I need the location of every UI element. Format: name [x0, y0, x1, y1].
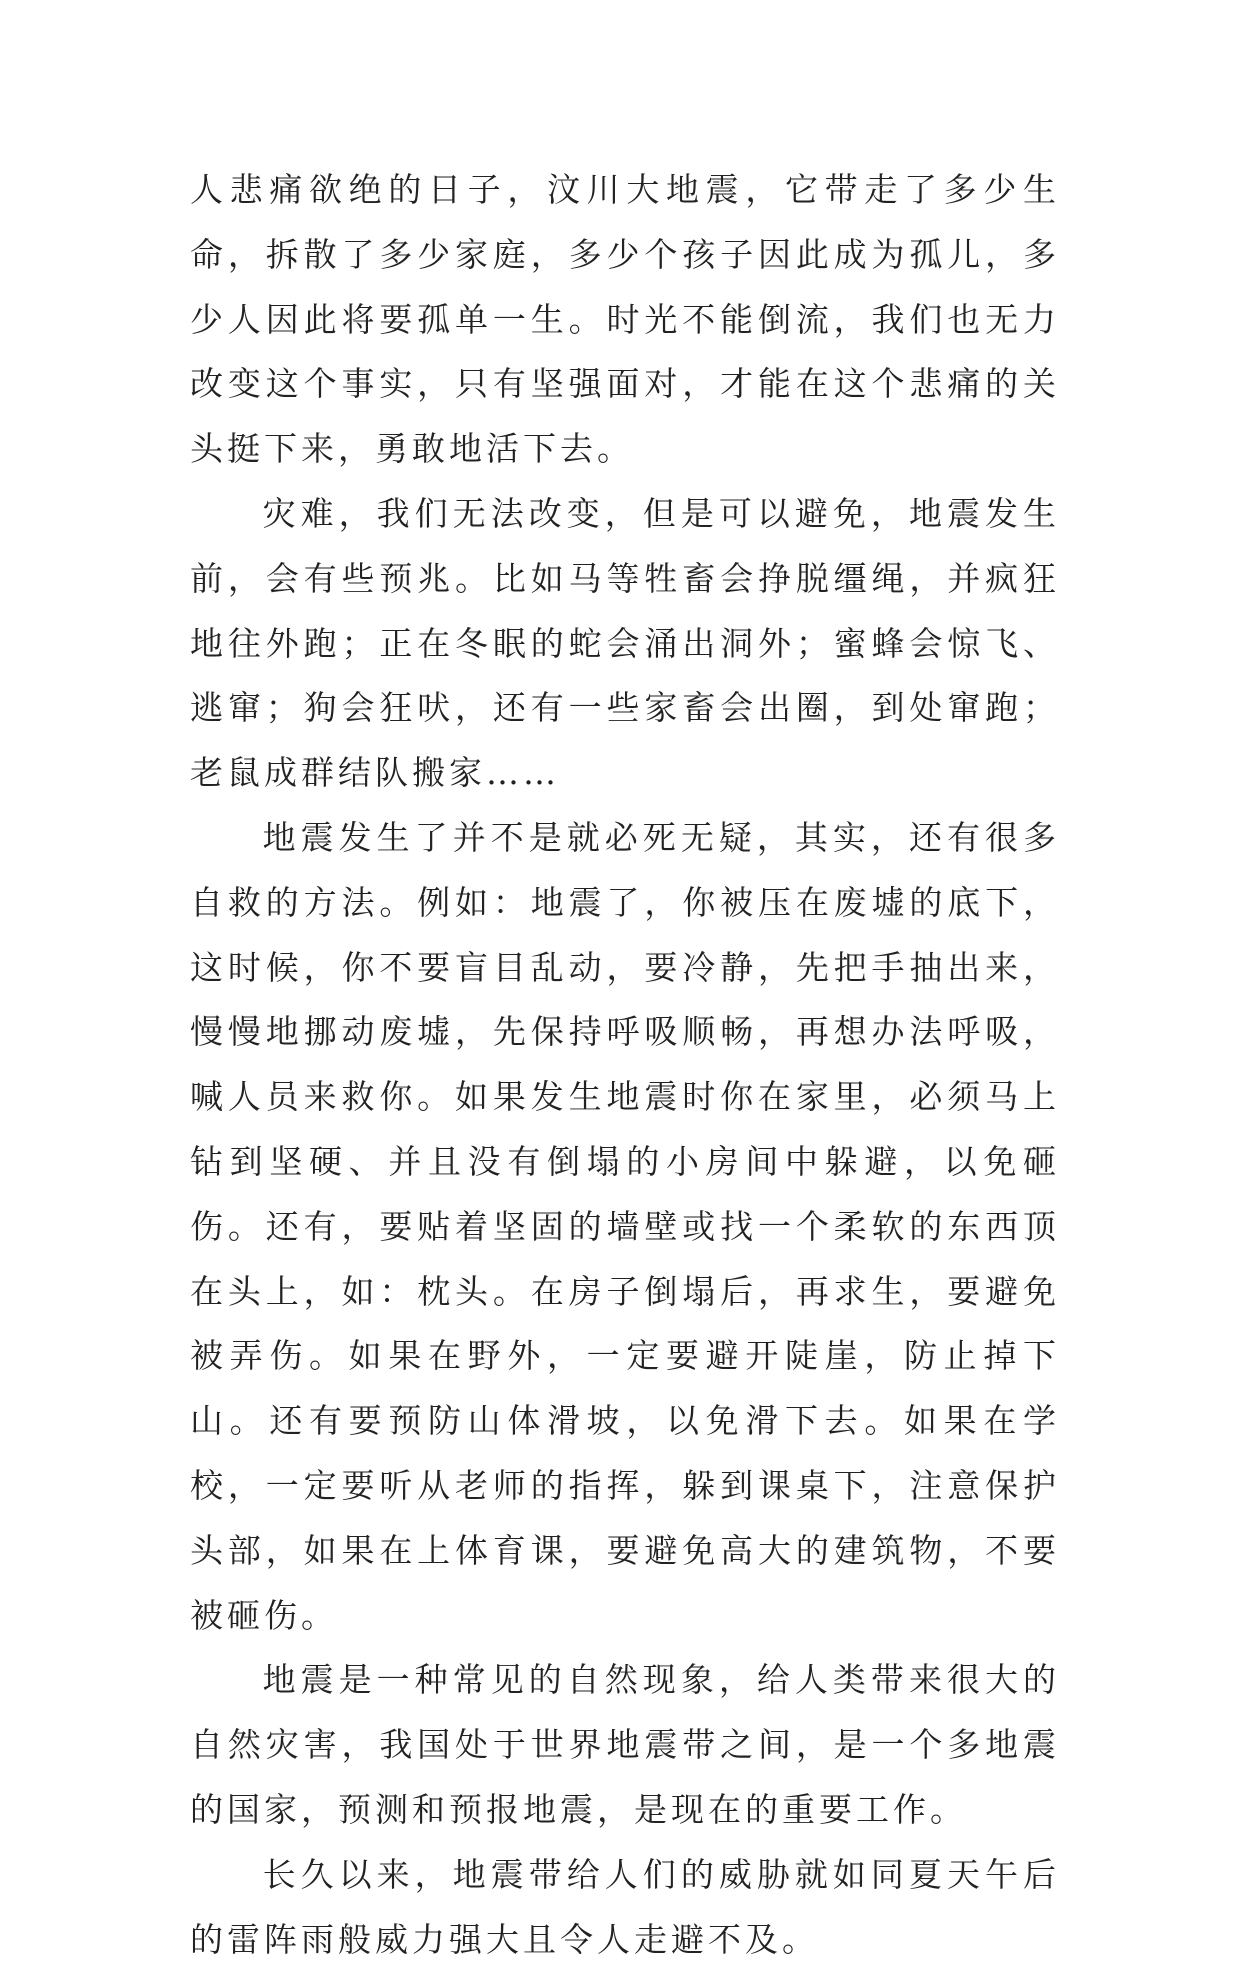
paragraph-disaster-omens: 灾难，我们无法改变，但是可以避免，地震发生前，会有些预兆。比如马等牲畜会挣脱缰绳，并疯狂地往外跑；正在冬眠的蛇会涌出洞外；蜜蜂会惊飞、逃窜；狗会狂吠，还有一些家畜会出圈，到处窜跑；老鼠成群结队搬家…… [190, 493, 1060, 793]
paragraph-continued: 人悲痛欲绝的日子，汶川大地震，它带走了多少生命，拆散了多少家庭，多少个孩子因此成为孤儿，多少人因此将要孤单一生。时光不能倒流，我们也无力改变这个事实，只有坚强面对，才能在这个悲痛的关头挺下来，勇敢地活下去。 [190, 170, 1060, 469]
paragraph-natural-phenomenon: 地震是一种常见的自然现象，给人类带来很大的自然灾害，我国处于世界地震带之间，是一个多地震的国家，预测和预报地震，是现在的重要工作。 [190, 1660, 1060, 1829]
document-body [190, 158, 1060, 1972]
paragraph-threat: 长久以来，地震带给人们的威胁就如同夏天午后的雷阵雨般威力强大且令人走避不及。 [190, 1854, 1060, 1959]
paragraph-self-rescue: 地震发生了并不是就必死无疑，其实，还有很多自救的方法。例如：地震了，你被压在废墟的底下，这时候，你不要盲目乱动，要冷静，先把手抽出来，慢慢地挪动废墟，先保持呼吸顺畅，再想办法呼吸，喊人员来救你。如果发生地震时你在家里，必须马上钻到坚硬、并且没有倒塌的小房间中躲避，以免砸伤。还有，要贴着坚固的墙壁或找一个柔软的东西顶在头上，如：枕头。在房子倒塌后，再求生，要避免被弄伤。如果在野外，一定要避开陡崖，防止掉下山。还有要预防山体滑坡，以免滑下去。如果在学校，一定要听从老师的指挥，躲到课桌下，注意保护头部，如果在上体育课，要避免高大的建筑物，不要被砸伤。 [190, 817, 1060, 1635]
